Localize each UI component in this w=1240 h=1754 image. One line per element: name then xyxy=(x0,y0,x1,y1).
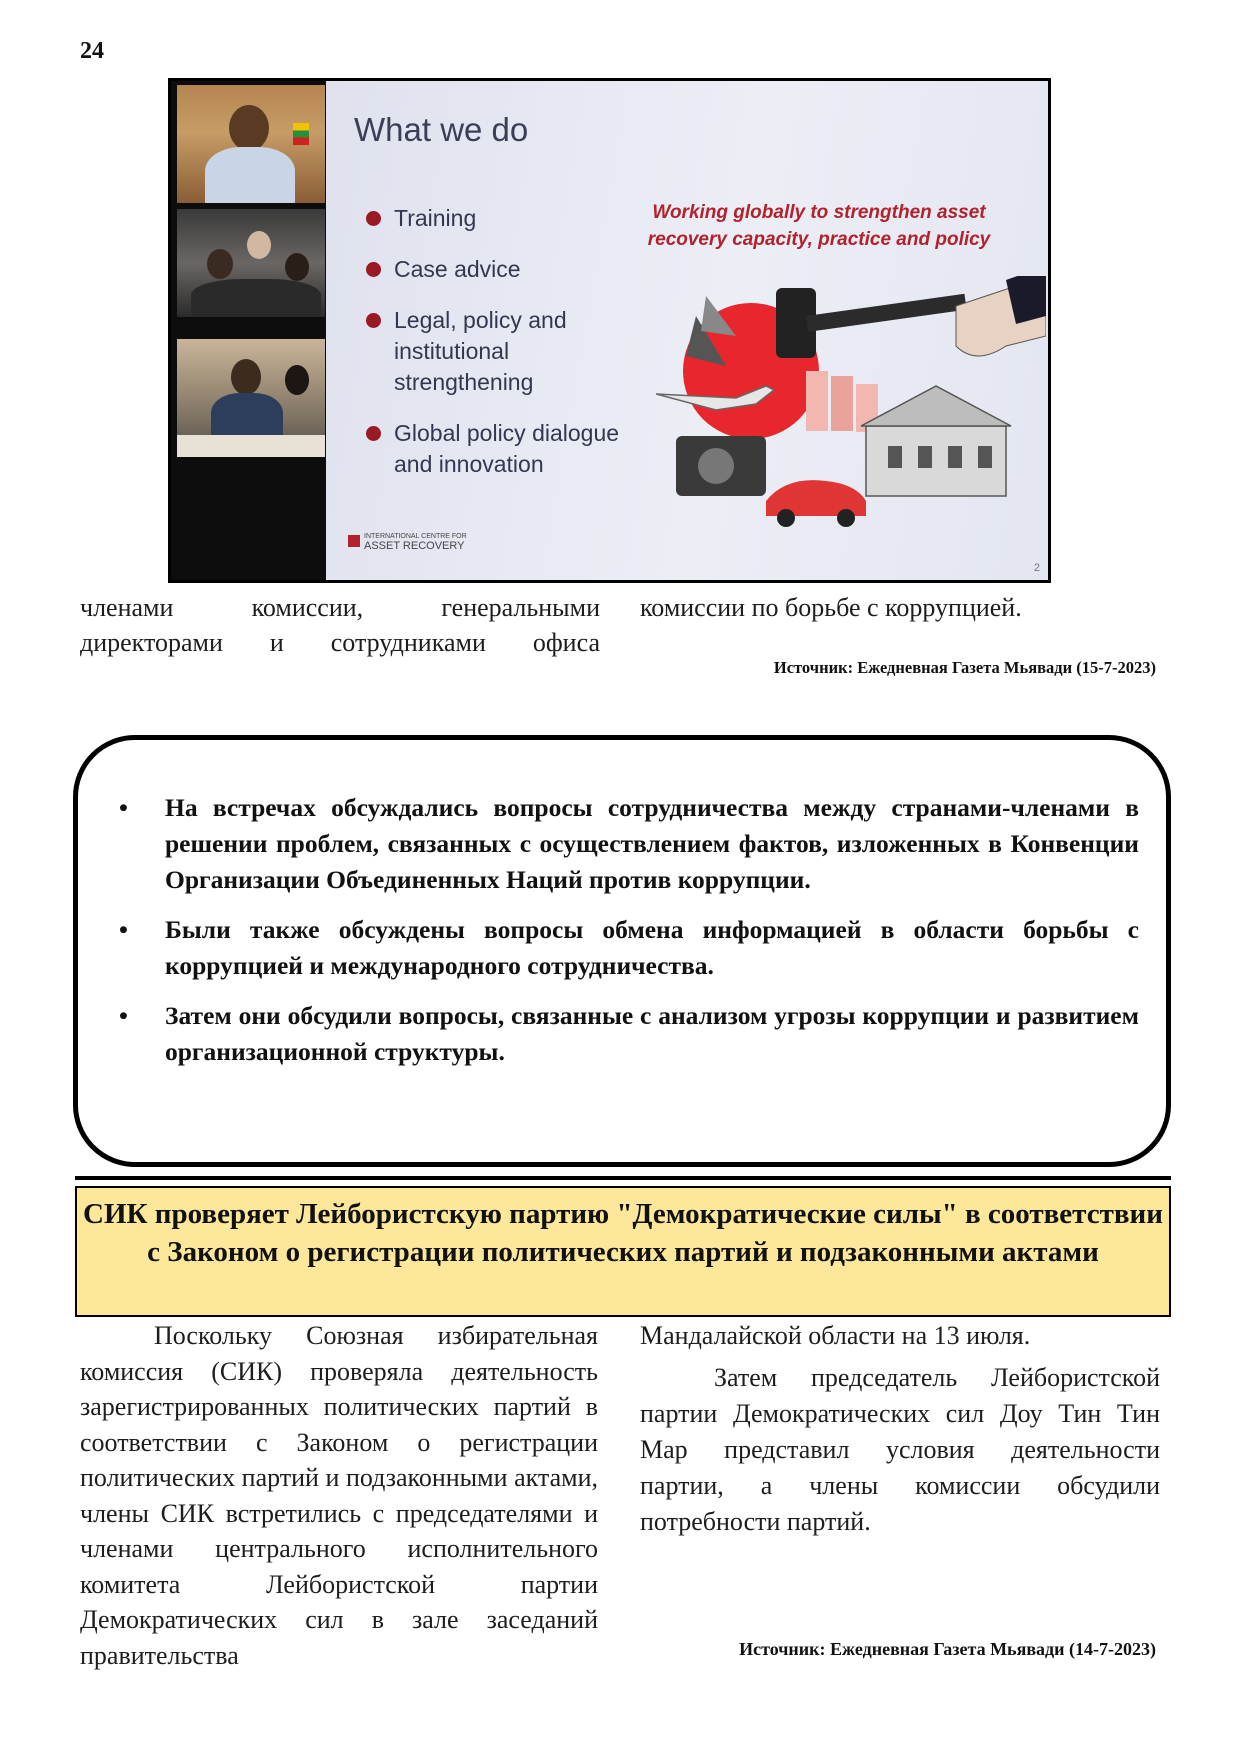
slide-item: Training xyxy=(366,203,646,234)
highlights-box xyxy=(73,735,1171,1167)
video-participants-panel xyxy=(171,81,326,580)
article-right-paragraph-2: Затем председатель Лейбористской партии Демократических сил Доу Тин Тин Мар представил условия деятельности партии, а члены комиссии обсудили потребности партий. xyxy=(640,1363,1160,1536)
slide-logo: INTERNATIONAL CENTRE FOR ASSET RECOVERY xyxy=(348,535,467,552)
asset-recovery-illustration xyxy=(656,276,1046,576)
participant-video-2 xyxy=(177,209,325,317)
article-left-column: Поскольку Союзная избирательная комиссия (СИК) проверяла деятельность зарегистрированных политических партий в соответствии с Законом о регистрации политических партий и подзаконными актами, члены СИК встретились с председателями и членами центрального исполнительного комитета Лейбористской партии Демократических сил в зале заседаний правительства xyxy=(80,1321,598,1670)
highlight-item: • Затем они обсудили вопросы, связанные с анализом угрозы коррупции и развитием организационной структуры. xyxy=(119,1001,1139,1066)
article-main-source: Источник: Ежедневная Газета Мьявади (14-7-2023) xyxy=(739,1639,1156,1659)
page-number: 24 xyxy=(80,38,104,64)
article-top-left-line2: директорами и сотрудниками офиса xyxy=(80,628,600,657)
slide-item: Global policy dialogue and innovation xyxy=(366,418,646,480)
section-divider xyxy=(75,1176,1171,1180)
slide-item: Legal, policy and institutional strengthening xyxy=(366,305,646,398)
asset-recovery-logo-icon xyxy=(348,535,360,547)
article-right-paragraph-1: Мандалайской области на 13 июля. xyxy=(640,1321,1031,1350)
article-headline: СИК проверяет Лейбористскую партию "Демократические силы" в соответствии с Законом о регистрации политических партий и подзаконными актами xyxy=(75,1186,1171,1317)
conference-photo xyxy=(168,78,1051,583)
participant-video-3 xyxy=(177,339,325,457)
article-top-source: Источник: Ежедневная Газета Мьявади (15-7-2023) xyxy=(773,658,1156,677)
slide-title: What we do xyxy=(354,111,529,148)
article-top-left-line1: членами комиссии, генеральными xyxy=(80,593,600,622)
slide-page-number: 2 xyxy=(1033,562,1040,574)
participant-video-1 xyxy=(177,85,325,203)
slide-bullet-list xyxy=(366,203,646,500)
slide-item: Case advice xyxy=(366,254,646,285)
highlights-list xyxy=(105,790,1139,1070)
highlight-item: • На встречах обсуждались вопросы сотрудничества между странами-членами в решении проблем, связанных с осуществлением фактов, изложенных в Конвенции Организации Объединенных Наций против коррупции. xyxy=(119,793,1139,894)
slide-tagline: Working globally to strengthen asset recovery capacity, practice and policy xyxy=(647,202,991,250)
highlight-item: • Были также обсуждены вопросы обмена информацией в области борьбы с коррупцией и международного сотрудничества. xyxy=(119,915,1139,980)
article-top-right-line1: комиссии по борьбе с коррупцией. xyxy=(640,593,1022,622)
presentation-slide xyxy=(326,81,1048,580)
